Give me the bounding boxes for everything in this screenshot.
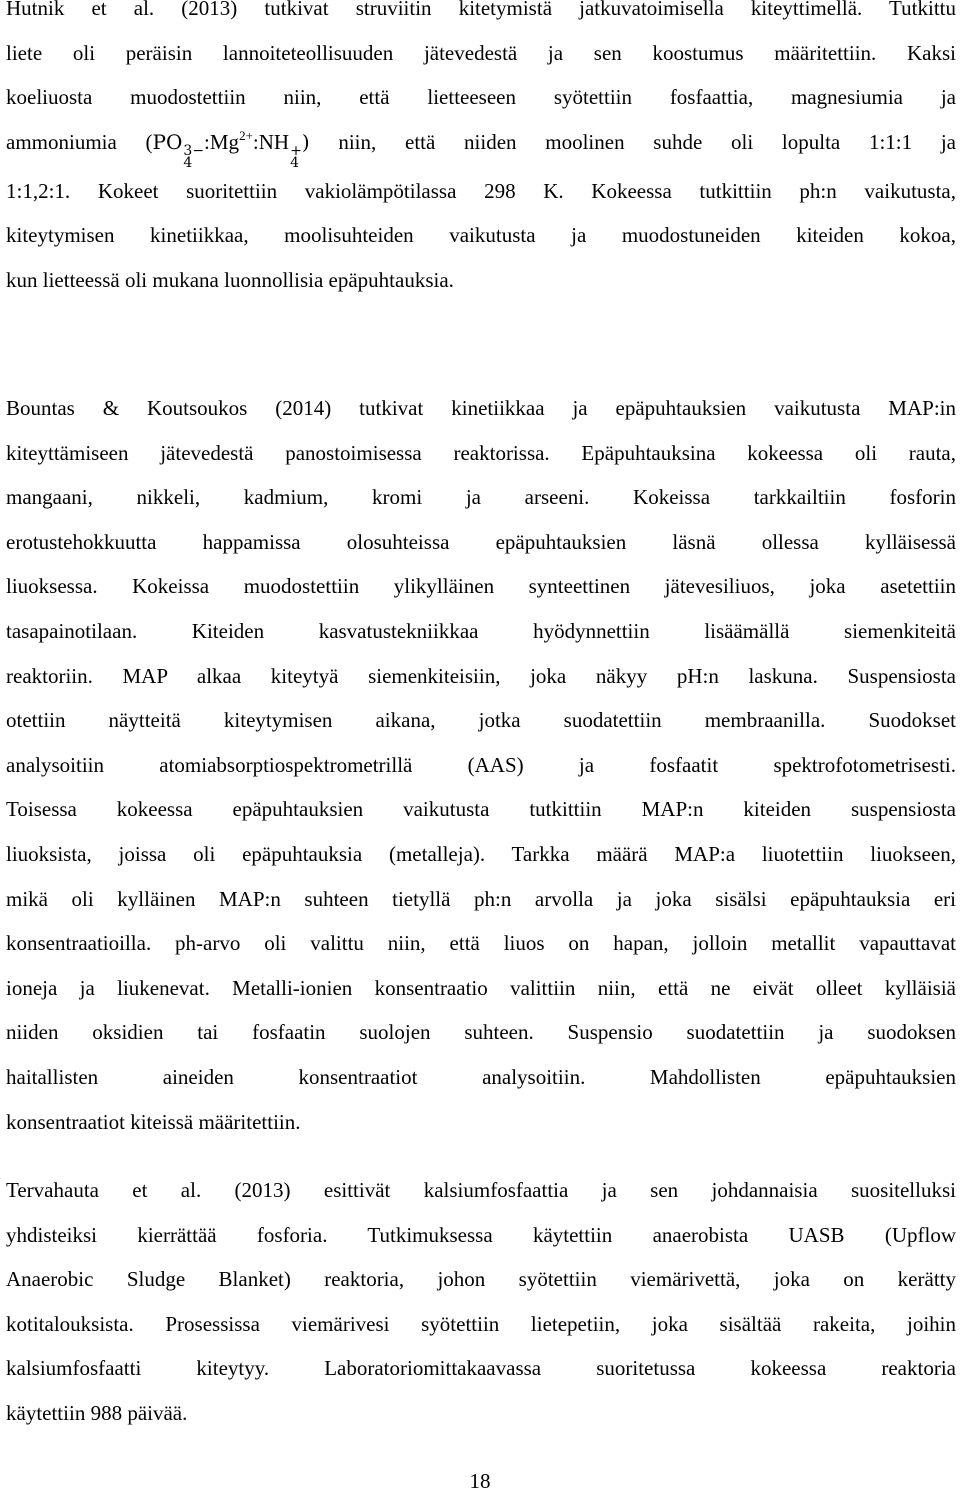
text-line: kiteytymisen kinetiikkaa, moolisuhteiden vaikutusta ja muodostuneiden kiteiden kokoa, — [6, 223, 956, 248]
text-line: konsentraatioilla. ph-arvo oli valittu niin, että liuos on hapan, jolloin metallit vapauttavat — [6, 931, 956, 956]
text-line: kalsiumfosfaatti kiteytyy. Laboratoriomittakaavassa suoritetussa kokeessa reaktoria — [6, 1356, 956, 1381]
text-line: liuoksessa. Kokeissa muodostettiin ylikylläinen synteettinen jätevesiliuos, joka asetettiin — [6, 574, 956, 599]
formula-close-paren: ) — [301, 129, 310, 154]
text-line: konsentraatiot kiteissä määritettiin. — [6, 1109, 301, 1134]
paragraph-bountas — [6, 386, 956, 1144]
magnesium-symbol: :Mg — [204, 129, 240, 154]
text-line: analysoitiin atomiabsorptiospektrometrillä (AAS) ja fosfaatit spektrofotometrisesti. — [6, 752, 956, 777]
ammonium-symbol: :NH — [252, 129, 290, 154]
text-line: kun lietteessä oli mukana luonnollisia epäpuhtauksia. — [6, 267, 454, 292]
text-line: yhdisteiksi kierrättää fosforia. Tutkimuksessa käytettiin anaerobista UASB (Upflow — [6, 1222, 956, 1247]
phosphate-symbol: PO — [152, 129, 183, 154]
text-line: ioneja ja liukenevat. Metalli-ionien konsentraatio valittiin niin, että ne eivät olleet kylläisiä — [6, 975, 956, 1000]
text-line: Bountas & Koutsoukos (2014) tutkivat kinetiikkaa ja epäpuhtauksien vaikutusta MAP:in — [6, 396, 956, 420]
phosphate-subscript: 4 — [183, 154, 193, 171]
text-line: Toisessa kokeessa epäpuhtauksien vaikutusta tutkittiin MAP:n kiteiden suspensiosta — [6, 797, 956, 822]
text-line: 1:1,2:1. Kokeet suoritettiin vakiolämpötilassa 298 K. Kokeessa tutkittiin ph:n vaikutusta, — [6, 178, 956, 203]
paragraph-tervahauta — [6, 1168, 956, 1436]
phosphate-charge: 3− — [183, 142, 205, 159]
paragraph-hutnik — [6, 0, 956, 303]
text-line: mangaani, nikkeli, kadmium, kromi ja arseeni. Kokeissa tarkkailtiin fosforin — [6, 485, 956, 510]
text-line: haitallisten aineiden konsentraatiot analysoitiin. Mahdollisten epäpuhtauksien — [6, 1064, 956, 1089]
text-line: kiteyttämiseen jätevedestä panostoimisessa reaktorissa. Epäpuhtauksina kokeessa oli rauta, — [6, 440, 956, 465]
text-line: erotustehokkuutta happamissa olosuhteissa epäpuhtauksien läsnä ollessa kylläisessä — [6, 529, 956, 554]
formula-line — [6, 120, 956, 169]
text-line: niiden oksidien tai fosfaatin suolojen suhteen. Suspensio suodatettiin ja suodoksen — [6, 1020, 956, 1045]
magnesium-charge: 2+ — [239, 127, 253, 143]
text-line: liuoksista, joissa oli epäpuhtauksia (metalleja). Tarkka määrä MAP:a liuotettiin liuokseen, — [6, 841, 956, 866]
text-segment: ammoniumia ( — [6, 129, 153, 154]
text-line: tasapainotilaan. Kiteiden kasvatustekniikkaa hyödynnettiin lisäämällä siemenkiteitä — [6, 618, 956, 643]
text-line: koeliuosta muodostettiin niin, että lietteeseen syötettiin fosfaattia, magnesiumia ja — [6, 85, 956, 110]
page-number: 18 — [469, 1469, 491, 1493]
ammonium-indices — [290, 142, 302, 171]
text-line: Anaerobic Sludge Blanket) reaktoria, johon syötettiin viemärivettä, joka on kerätty — [6, 1267, 956, 1292]
text-line: liete oli peräisin lannoiteteollisuuden jätevedestä ja sen koostumus määritettiin. Kaksi — [6, 40, 956, 65]
text-line: kotitalouksista. Prosessissa viemärivesi syötettiin lietepetiin, joka sisältää rakeita, joihin — [6, 1311, 956, 1336]
text-line: Tervahauta et al. (2013) esittivät kalsiumfosfaattia ja sen johdannaisia suositelluksi — [6, 1178, 956, 1202]
ion-formula — [152, 129, 205, 171]
text-line: käytettiin 988 päivää. — [6, 1400, 188, 1425]
ammonium-subscript: 4 — [290, 154, 299, 171]
text-line: Hutnik et al. (2013) tutkivat struviitin kitetymistä jatkuvatoimisella kiteyttimellä. Tutkittu — [6, 0, 956, 20]
phosphate-indices — [183, 142, 205, 171]
text-line: reaktoriin. MAP alkaa kiteytyä siemenkiteisiin, joka näkyy pH:n laskuna. Suspensiosta — [6, 663, 956, 688]
ammonium-charge: + — [290, 142, 302, 159]
text-line: mikä oli kylläinen MAP:n suhteen tietyllä ph:n arvolla ja joka sisälsi epäpuhtauksia eri — [6, 886, 956, 911]
text-line: otettiin näytteitä kiteytymisen aikana, jotka suodatettiin membraanilla. Suodokset — [6, 708, 956, 733]
text-segment: niin, että niiden moolinen suhde oli lopulta 1:1:1 ja — [309, 129, 957, 154]
